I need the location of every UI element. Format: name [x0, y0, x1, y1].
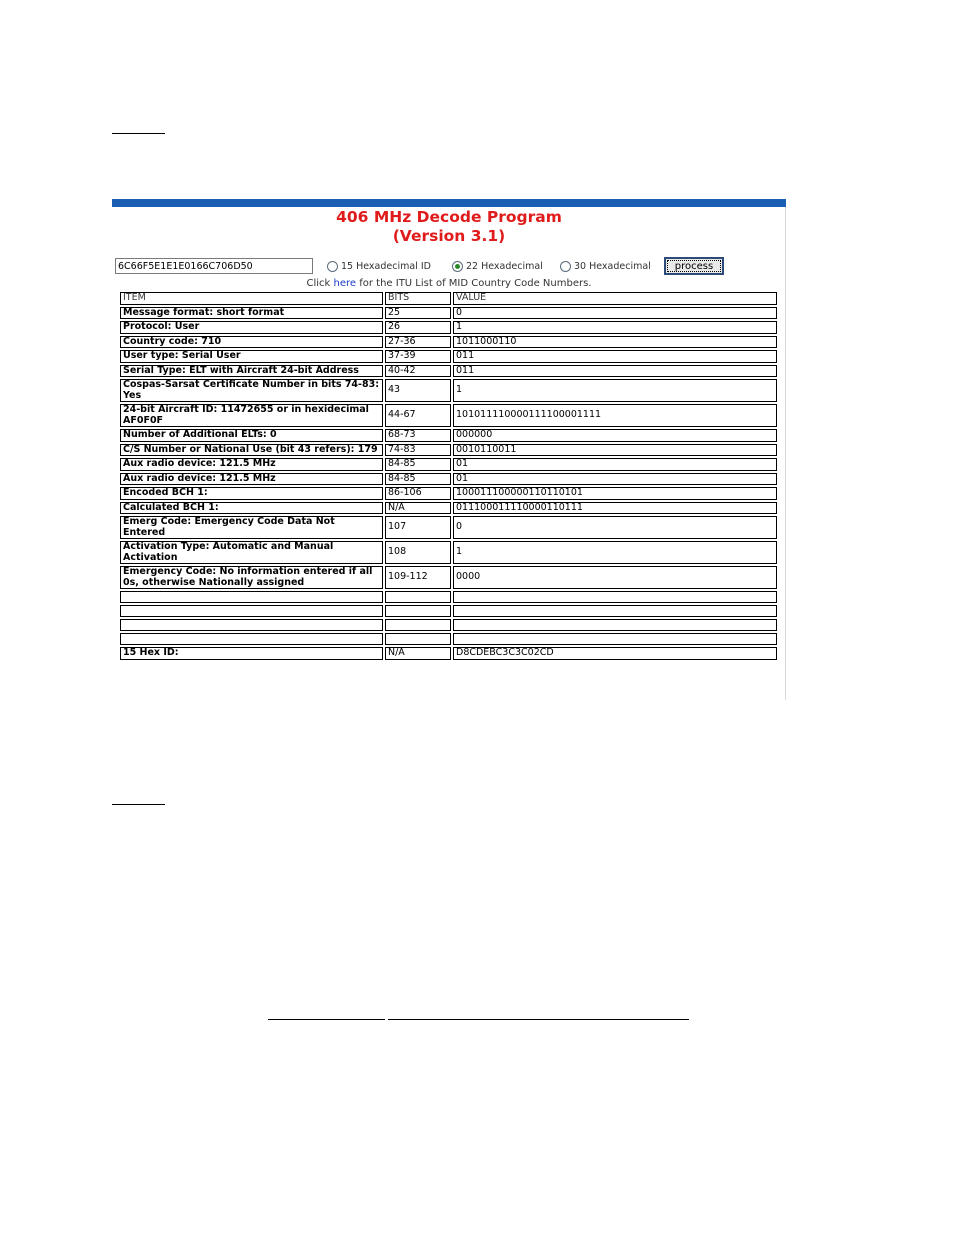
- cell-item: Number of Additional ELTs: 0: [120, 429, 383, 442]
- table-row: [120, 516, 777, 539]
- table-row: [120, 429, 777, 442]
- cell-item: 24-bit Aircraft ID: 11472655 or in hexidecimal AF0F0F: [120, 404, 383, 427]
- radio-22-hex[interactable]: [452, 258, 543, 274]
- cell-item: [120, 633, 383, 645]
- cell-value: [453, 619, 777, 631]
- cell-bits: 26: [385, 321, 451, 334]
- table-header-row: [120, 292, 777, 305]
- cell-item: 15 Hex ID:: [120, 647, 383, 660]
- table-row: [120, 321, 777, 334]
- radio-22-hex-label: 22 Hexadecimal: [466, 260, 543, 272]
- cell-value: 011100011110000110111: [453, 502, 777, 515]
- cell-item: User type: Serial User: [120, 350, 383, 363]
- itu-note: [112, 277, 786, 290]
- cell-value: 1: [453, 541, 777, 564]
- cell-value: [453, 605, 777, 617]
- cell-item: C/S Number or National Use (bit 43 refers): 179: [120, 444, 383, 457]
- cell-item: Cospas-Sarsat Certificate Number in bits 74-83: Yes: [120, 379, 383, 402]
- cell-value: D8CDEBC3C3C02CD: [453, 647, 777, 660]
- cell-item: [120, 619, 383, 631]
- cell-value: 0000: [453, 566, 777, 589]
- table-row: [120, 619, 777, 631]
- page-title: [112, 208, 786, 246]
- table-row: [120, 541, 777, 564]
- decode-table-container: [118, 290, 778, 700]
- table-row: [120, 458, 777, 471]
- cell-bits: 68-73: [385, 429, 451, 442]
- cell-value: 011: [453, 365, 777, 378]
- radio-30-hex-circle[interactable]: [560, 261, 571, 272]
- table-row: [120, 336, 777, 349]
- table-row: [120, 566, 777, 589]
- table-row: [120, 473, 777, 486]
- radio-30-hex[interactable]: [560, 258, 651, 274]
- cell-item: Aux radio device: 121.5 MHz: [120, 458, 383, 471]
- title-line-1: 406 MHz Decode Program: [336, 208, 562, 226]
- cell-value: 1: [453, 379, 777, 402]
- cell-item: Country code: 710: [120, 336, 383, 349]
- table-row: [120, 307, 777, 320]
- header-value: VALUE: [453, 292, 777, 305]
- table-row: [120, 379, 777, 402]
- cell-bits: N/A: [385, 502, 451, 515]
- cell-value: [453, 633, 777, 645]
- radio-15-hex-circle[interactable]: [327, 261, 338, 272]
- table-row: [120, 647, 777, 660]
- browser-top-bar: [112, 199, 786, 207]
- cell-value: 101011110000111100001111: [453, 404, 777, 427]
- cell-bits: 27-36: [385, 336, 451, 349]
- cell-value: 0: [453, 516, 777, 539]
- cell-item: Activation Type: Automatic and Manual Activation: [120, 541, 383, 564]
- cell-bits: 40-42: [385, 365, 451, 378]
- cell-bits: 86-106: [385, 487, 451, 500]
- cell-bits: 37-39: [385, 350, 451, 363]
- cell-value: 1011000110: [453, 336, 777, 349]
- cell-item: Calculated BCH 1:: [120, 502, 383, 515]
- document-underline-top: [112, 133, 165, 134]
- radio-30-hex-label: 30 Hexadecimal: [574, 260, 651, 272]
- process-button[interactable]: process: [664, 257, 724, 275]
- header-bits: BITS: [385, 292, 451, 305]
- table-row: [120, 350, 777, 363]
- cell-value: 011: [453, 350, 777, 363]
- itu-list-link[interactable]: here: [333, 278, 357, 289]
- table-row: [120, 365, 777, 378]
- cell-bits: 107: [385, 516, 451, 539]
- cell-bits: 43: [385, 379, 451, 402]
- table-row: [120, 444, 777, 457]
- cell-bits: 84-85: [385, 458, 451, 471]
- header-item: ITEM: [120, 292, 383, 305]
- table-row: [120, 502, 777, 515]
- table-row: [120, 605, 777, 617]
- cell-value: 0010110011: [453, 444, 777, 457]
- cell-bits: 44-67: [385, 404, 451, 427]
- cell-item: Emerg Code: Emergency Code Data Not Entered: [120, 516, 383, 539]
- note-suffix: for the ITU List of MID Country Code Numbers.: [359, 278, 592, 289]
- cell-bits: 74-83: [385, 444, 451, 457]
- cell-value: 0: [453, 307, 777, 320]
- cell-value: [453, 591, 777, 603]
- cell-item: [120, 605, 383, 617]
- table-row: [120, 487, 777, 500]
- cell-bits: [385, 605, 451, 617]
- hex-input[interactable]: [115, 258, 313, 274]
- decode-table: [118, 290, 778, 662]
- document-underline-bottom-left: [268, 1019, 385, 1020]
- radio-22-hex-circle[interactable]: [452, 261, 463, 272]
- decode-program-screenshot: [112, 199, 786, 700]
- cell-item: Emergency Code: No information entered if all 0s, otherwise Nationally assigned: [120, 566, 383, 589]
- cell-item: [120, 591, 383, 603]
- radio-15-hex-label: 15 Hexadecimal ID: [341, 260, 431, 272]
- document-underline-bottom-right: [388, 1019, 689, 1020]
- table-row: [120, 591, 777, 603]
- cell-bits: N/A: [385, 647, 451, 660]
- table-row: [120, 633, 777, 645]
- cell-bits: 109-112: [385, 566, 451, 589]
- cell-value: 01: [453, 458, 777, 471]
- cell-value: 01: [453, 473, 777, 486]
- cell-value: 000000: [453, 429, 777, 442]
- cell-bits: [385, 633, 451, 645]
- title-line-2: (Version 3.1): [392, 227, 506, 245]
- table-row: [120, 404, 777, 427]
- cell-item: Serial Type: ELT with Aircraft 24-bit Address: [120, 365, 383, 378]
- cell-bits: [385, 619, 451, 631]
- cell-item: Encoded BCH 1:: [120, 487, 383, 500]
- cell-bits: 25: [385, 307, 451, 320]
- cell-item: Message format: short format: [120, 307, 383, 320]
- note-prefix: Click: [306, 278, 331, 289]
- radio-15-hex[interactable]: [327, 258, 431, 274]
- cell-bits: [385, 591, 451, 603]
- cell-item: Protocol: User: [120, 321, 383, 334]
- cell-value: 100011100000110110101: [453, 487, 777, 500]
- cell-value: 1: [453, 321, 777, 334]
- cell-item: Aux radio device: 121.5 MHz: [120, 473, 383, 486]
- document-underline-middle: [112, 804, 165, 805]
- cell-bits: 108: [385, 541, 451, 564]
- cell-bits: 84-85: [385, 473, 451, 486]
